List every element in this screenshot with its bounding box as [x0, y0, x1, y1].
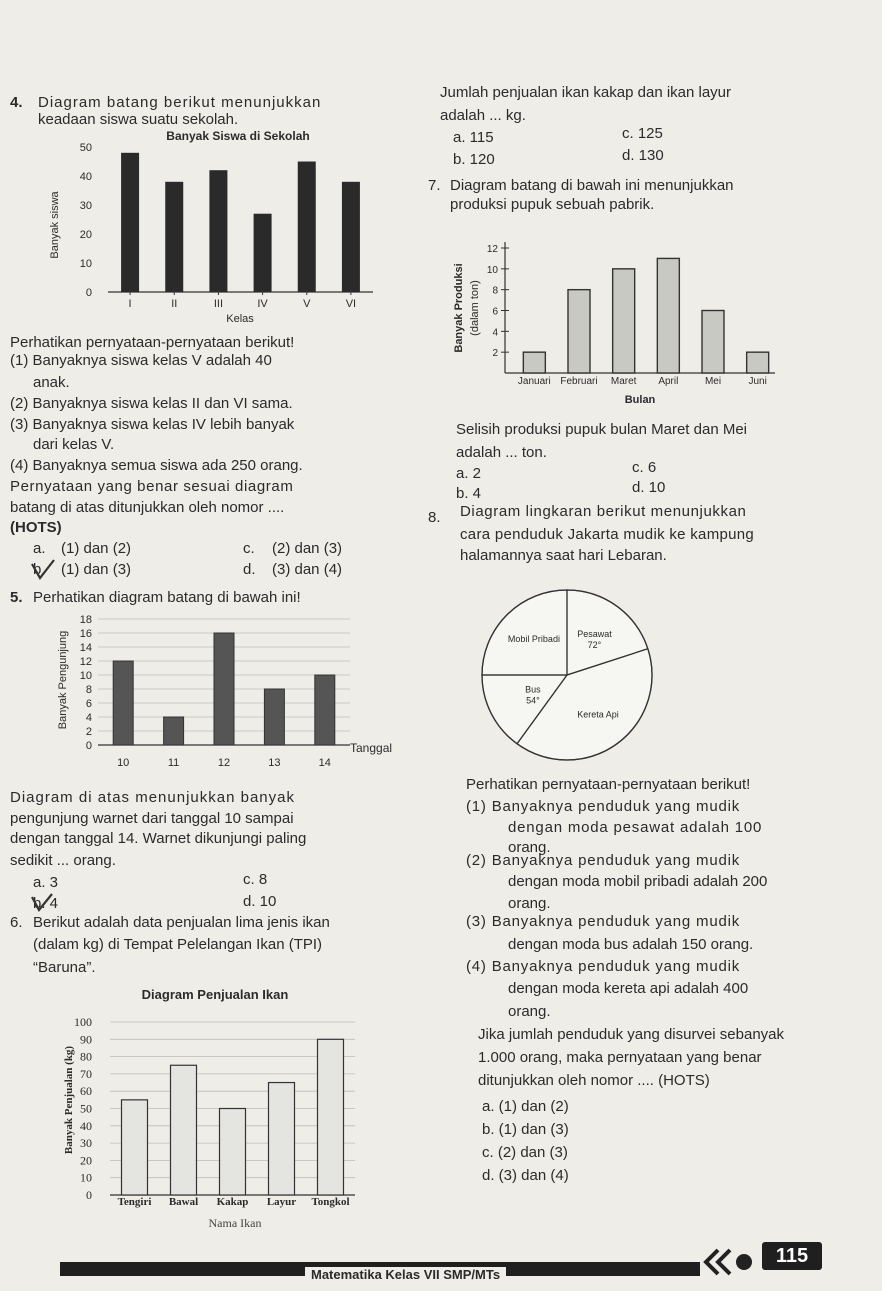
- q7-text: Diagram batang di bawah ini menunjukkan: [450, 177, 734, 194]
- q8-text: Diagram lingkaran berikut menunjukkan: [460, 503, 747, 520]
- option-d: d. (3) dan (4): [482, 1167, 569, 1184]
- bar-11: [164, 717, 184, 745]
- pie-value-label: 72°: [587, 640, 602, 651]
- x-tick-label: 14: [318, 757, 331, 769]
- option-a: a. 115: [453, 129, 494, 146]
- q6-text: Berikut adalah data penjualan lima jenis ikan: [33, 914, 330, 931]
- q4-statement-1: (1) Banyaknya siswa kelas V adalah 40: [10, 352, 272, 369]
- q8-statement-2: dengan moda mobil pribadi adalah 200: [508, 873, 768, 890]
- q4-statement-3: dari kelas V.: [33, 436, 115, 453]
- q4-number: 4.: [10, 94, 23, 111]
- bar-mei: [702, 311, 724, 374]
- y-tick-label: 10: [79, 670, 92, 682]
- option-b: b. (1) dan (3): [482, 1121, 569, 1138]
- x-tick-label: I: [128, 298, 132, 310]
- bar-13: [264, 689, 284, 745]
- bar-iv: [254, 214, 272, 292]
- bar-layur: [269, 1083, 295, 1195]
- x-tick-label: 13: [268, 757, 281, 769]
- x-tick-label: Mei: [704, 376, 722, 387]
- bar-10: [113, 661, 133, 745]
- q4-hots: (HOTS): [10, 519, 62, 536]
- q7-question: Selisih produksi pupuk bulan Maret dan Mei: [456, 421, 747, 438]
- x-tick-label: V: [303, 298, 311, 310]
- x-tick-label: III: [213, 298, 224, 310]
- q8-statement-2: orang.: [508, 895, 551, 912]
- y-tick-label: 40: [80, 1118, 92, 1133]
- q8-text: halamannya saat hari Lebaran.: [460, 547, 667, 564]
- y-axis-label: Banyak Produksi: [453, 263, 465, 353]
- y-tick-label: 4: [85, 712, 92, 724]
- option-c: c. 125: [622, 125, 663, 142]
- y-tick-label: 8: [492, 285, 498, 297]
- q8-statement-4: orang.: [508, 1003, 551, 1020]
- y-tick-label: 6: [85, 698, 92, 710]
- y-tick-label: 10: [486, 264, 498, 276]
- y-tick-label: 2: [492, 348, 498, 360]
- chart-produksi-pupuk: [440, 238, 790, 408]
- page-number: 115: [775, 1245, 809, 1267]
- option-d: d. 10: [632, 479, 666, 496]
- y-tick-label: 12: [79, 656, 92, 668]
- x-tick-label: Bawal: [168, 1196, 199, 1208]
- bar-iii: [209, 170, 227, 292]
- x-tick-label: Februari: [560, 376, 598, 387]
- q5-intro: Perhatikan diagram batang di bawah ini!: [33, 589, 301, 606]
- q8-statement-2: (2) Banyaknya penduduk yang mudik: [466, 852, 741, 869]
- q4-prompt: Perhatikan pernyataan-pernyataan berikut!: [10, 334, 295, 351]
- y-tick-label: 80: [80, 1049, 92, 1064]
- bar-kakap: [220, 1109, 246, 1196]
- option-a: a. (1) dan (2): [482, 1098, 569, 1115]
- option-c: c. (2) dan (3): [482, 1144, 568, 1161]
- chart-pie-mudik: [470, 585, 690, 770]
- bar-12: [214, 633, 234, 745]
- option-c: c. 8: [243, 871, 268, 888]
- q4-intro: Diagram batang berikut menunjukkan: [38, 94, 322, 111]
- option-b: b. 4: [33, 895, 59, 912]
- y-tick-label: 30: [79, 200, 92, 212]
- q8-statement-1: orang.: [508, 839, 551, 856]
- bar-14: [315, 675, 335, 745]
- q4-intro: keadaan siswa suatu sekolah.: [38, 111, 239, 128]
- q4-question: Pernyataan yang benar sesuai diagram: [10, 478, 294, 495]
- q5-text: sedikit ... orang.: [10, 852, 116, 869]
- y-tick-label: 18: [79, 614, 92, 626]
- bar-vi: [342, 182, 360, 292]
- option-d-text: (3) dan (4): [272, 561, 343, 578]
- pie-label: Kereta Api: [577, 709, 619, 720]
- q8-number: 8.: [428, 509, 441, 526]
- x-tick-label: Tengiri: [117, 1196, 152, 1208]
- x-tick-label: Januari: [517, 376, 551, 387]
- bar-februari: [568, 290, 590, 373]
- y-axis-label: (dalam ton): [469, 280, 481, 336]
- q7-number: 7.: [428, 177, 441, 194]
- q4-statement-3: (3) Banyaknya siswa kelas IV lebih banyak: [10, 416, 295, 433]
- y-tick-label: 4: [492, 327, 498, 339]
- chart-title: Banyak Siswa di Sekolah: [166, 129, 310, 143]
- q6-text: (dalam kg) di Tempat Pelelangan Ikan (TPI): [33, 936, 323, 953]
- y-tick-label: 90: [80, 1032, 92, 1047]
- q5-text: pengunjung warnet dari tanggal 10 sampai: [10, 810, 294, 827]
- q6-continuation: adalah ... kg.: [440, 107, 526, 124]
- option-c: c. 6: [632, 459, 657, 476]
- y-tick-label: 60: [80, 1084, 92, 1099]
- bar-maret: [613, 269, 635, 373]
- option-c-text: (2) dan (3): [272, 540, 343, 557]
- x-tick-label: IV: [257, 298, 268, 310]
- x-tick-label: VI: [345, 298, 357, 310]
- x-tick-label: Maret: [610, 376, 637, 387]
- y-tick-label: 8: [85, 684, 92, 696]
- q5-text: dengan tanggal 14. Warnet dikunjungi paling: [10, 830, 307, 847]
- y-axis-label: Banyak siswa: [49, 191, 61, 259]
- chart-pengunjung-warnet: [50, 610, 410, 775]
- option-d: d.: [243, 561, 256, 578]
- pie-label: Mobil Pribadi: [507, 633, 560, 644]
- q8-question: ditunjukkan oleh nomor .... (HOTS): [478, 1072, 710, 1089]
- y-tick-label: 10: [80, 1170, 92, 1185]
- x-tick-label: II: [171, 298, 178, 310]
- q8-statement-1: dengan moda pesawat adalah 100: [508, 819, 763, 836]
- x-tick-label: 10: [117, 757, 130, 769]
- q8-statement-3: (3) Banyaknya penduduk yang mudik: [466, 913, 741, 930]
- x-tick-label: Kakap: [216, 1196, 249, 1208]
- y-axis-label: Banyak Pengunjung: [57, 630, 69, 730]
- x-axis-label: Tanggal: [350, 741, 393, 755]
- option-b-text: (1) dan (3): [61, 561, 132, 578]
- q8-statement-4: dengan moda kereta api adalah 400: [508, 980, 749, 997]
- option-d: d. 130: [622, 147, 664, 164]
- x-tick-label: April: [658, 376, 679, 387]
- answer-checkmark-icon: [28, 892, 59, 914]
- x-axis-label: Nama Ikan: [208, 1216, 262, 1230]
- q5-number: 5.: [10, 589, 23, 606]
- bar-tengiri: [122, 1100, 148, 1195]
- page-number-badge: [748, 1240, 838, 1276]
- y-tick-label: 30: [80, 1136, 92, 1151]
- bar-ii: [165, 182, 183, 292]
- q8-question: 1.000 orang, maka pernyataan yang benar: [478, 1049, 762, 1066]
- y-tick-label: 40: [79, 171, 92, 183]
- x-tick-label: Juni: [748, 376, 767, 387]
- x-tick-label: 11: [167, 757, 180, 769]
- y-tick-label: 0: [85, 740, 92, 752]
- option-a-text: (1) dan (2): [61, 540, 132, 557]
- chart-banyak-siswa: [28, 125, 388, 325]
- bar-v: [298, 162, 316, 293]
- answer-checkmark-icon: [28, 558, 58, 582]
- bar-bawal: [171, 1065, 197, 1195]
- y-tick-label: 12: [486, 244, 498, 255]
- bar-januari: [523, 352, 545, 373]
- pie-value-label: 54°: [526, 695, 540, 706]
- y-tick-label: 20: [79, 229, 92, 241]
- q8-statement-1: (1) Banyaknya penduduk yang mudik: [466, 798, 741, 815]
- q8-question: Jika jumlah penduduk yang disurvei sebanyak: [478, 1026, 785, 1043]
- bar-juni: [747, 352, 769, 373]
- q5-text: Diagram di atas menunjukkan banyak: [10, 789, 295, 806]
- q8-prompt: Perhatikan pernyataan-pernyataan berikut!: [466, 776, 751, 793]
- q8-statement-3: dengan moda bus adalah 150 orang.: [508, 936, 754, 953]
- pie-label: Pesawat: [577, 629, 612, 640]
- y-tick-label: 50: [80, 1101, 92, 1116]
- option-d: d. 10: [243, 893, 277, 910]
- option-b: b. 4: [456, 485, 482, 502]
- q6-number: 6.: [10, 914, 23, 931]
- y-tick-label: 0: [85, 287, 92, 299]
- q7-question: adalah ... ton.: [456, 444, 547, 461]
- y-tick-label: 2: [85, 726, 92, 738]
- option-b: b.: [33, 561, 46, 578]
- x-axis-label: Kelas: [226, 313, 254, 325]
- y-axis-label: Banyak Penjualan (kg): [63, 1045, 75, 1155]
- y-tick-label: 6: [492, 306, 498, 318]
- q4-statement-1: anak.: [33, 374, 70, 391]
- q4-question: batang di atas ditunjukkan oleh nomor ....: [10, 499, 285, 516]
- q8-statement-4: (4) Banyaknya penduduk yang mudik: [466, 958, 741, 975]
- option-c: c.: [243, 540, 255, 557]
- option-b: b. 120: [453, 151, 495, 168]
- bar-i: [121, 153, 139, 292]
- q7-text: produksi pupuk sebuah pabrik.: [450, 196, 655, 213]
- chart-title: Diagram Penjualan Ikan: [141, 987, 289, 1002]
- option-a: a. 3: [33, 874, 59, 891]
- y-tick-label: 16: [79, 628, 92, 640]
- bar-april: [657, 258, 679, 373]
- x-tick-label: Layur: [266, 1196, 297, 1208]
- y-tick-label: 0: [86, 1188, 92, 1202]
- y-tick-label: 70: [80, 1066, 92, 1081]
- bar-tongkol: [318, 1039, 344, 1195]
- y-tick-label: 20: [80, 1153, 92, 1168]
- option-a: a.: [33, 540, 46, 557]
- x-tick-label: 12: [217, 757, 231, 769]
- footer-book-title: Matematika Kelas VII SMP/MTs: [305, 1267, 506, 1282]
- pie-label: Bus: [525, 684, 541, 695]
- q6-continuation: Jumlah penjualan ikan kakap dan ikan layur: [440, 84, 732, 101]
- q4-statement-2: (2) Banyaknya siswa kelas II dan VI sama.: [10, 395, 293, 412]
- q6-text: “Baruna”.: [33, 959, 96, 976]
- y-tick-label: 50: [79, 142, 92, 154]
- y-tick-label: 100: [74, 1015, 92, 1029]
- y-tick-label: 14: [79, 642, 92, 654]
- q8-text: cara penduduk Jakarta mudik ke kampung: [460, 526, 755, 543]
- y-tick-label: 10: [79, 258, 92, 270]
- q4-statement-4: (4) Banyaknya semua siswa ada 250 orang.: [10, 457, 303, 474]
- x-tick-label: Tongkol: [311, 1196, 350, 1208]
- chart-penjualan-ikan: [50, 985, 380, 1235]
- x-axis-label: Bulan: [624, 394, 656, 406]
- option-a: a. 2: [456, 465, 482, 482]
